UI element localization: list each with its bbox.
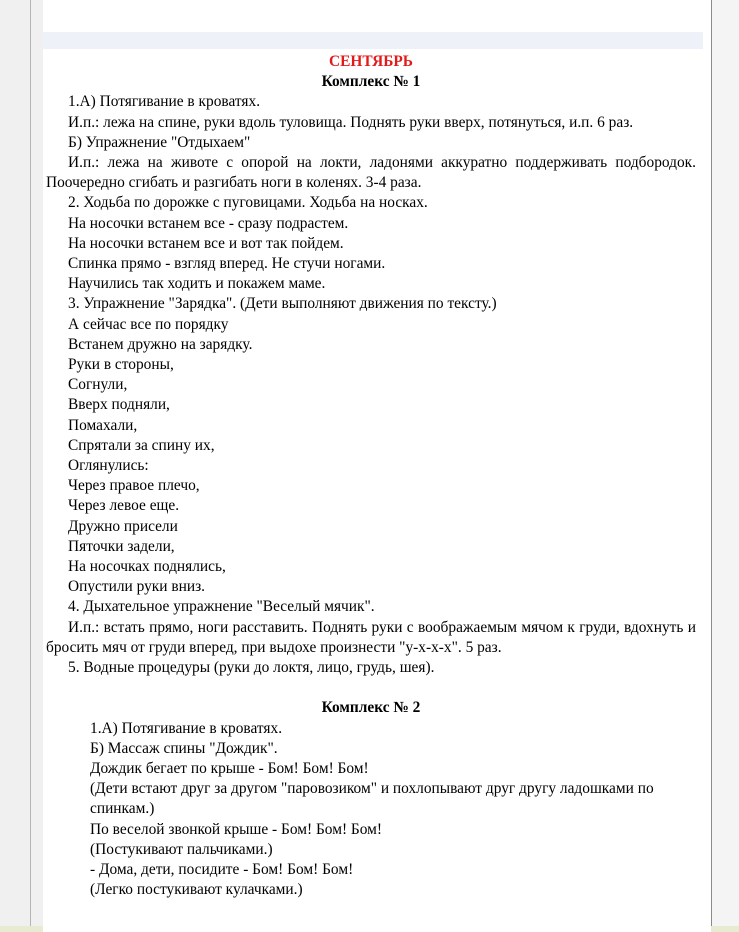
poem-line: Пяточки задели, xyxy=(68,537,175,555)
paragraph: И.п.: встать прямо, ноги расставить. Поднять руки с воображаемым мячом к груди, вдохнуть и бросить мяч от груди вперед, при выдохе произнести "у-х-х-х". 5 раз. xyxy=(46,618,696,656)
paragraph: 4. Дыхательное упражнение "Веселый мячик". xyxy=(68,598,375,616)
poem-line: Дружно присели xyxy=(68,517,178,535)
paragraph: 1.А) Потягивание в кроватях. xyxy=(68,93,261,111)
complex-1-heading: Комплекс № 1 xyxy=(321,73,421,91)
poem-line: На носочки встанем все и вот так пойдем. xyxy=(68,234,344,252)
poem-line: Через правое плечо, xyxy=(68,477,200,495)
poem-line: Опустили руки вниз. xyxy=(68,578,206,596)
poem-line: Через левое еще. xyxy=(68,497,180,515)
paragraph: 3. Упражнение "Зарядка". (Дети выполняют движения по тексту.) xyxy=(68,295,497,313)
paragraph: (Постукивают пальчиками.) xyxy=(90,840,273,858)
poem-line: Спинка прямо - взгляд вперед. Не стучи ногами. xyxy=(68,255,386,273)
document-content xyxy=(46,52,696,900)
complex-2-heading: Комплекс № 2 xyxy=(321,699,421,717)
month-heading: СЕНТЯБРЬ xyxy=(329,53,413,70)
poem-line: Согнули, xyxy=(68,376,128,394)
poem-line: А сейчас все по порядку xyxy=(68,315,229,333)
poem-line: Встанем дружно на зарядку. xyxy=(68,335,253,353)
paragraph: (Дети встают друг за другом "паровозиком" и похлопывают друг другу ладошками по спинкам.) xyxy=(90,780,654,818)
paragraph: (Легко постукивают кулачками.) xyxy=(90,881,303,899)
paragraph: 5. Водные процедуры (руки до локтя, лицо, грудь, шея). xyxy=(68,659,435,677)
poem-line: Оглянулись: xyxy=(68,457,149,475)
poem-line: На носочки встанем все - сразу подрастем. xyxy=(68,214,349,232)
poem-line: Руки в стороны, xyxy=(68,356,174,374)
poem-line: По веселой звонкой крыше - Бом! Бом! Бом! xyxy=(90,820,383,838)
paragraph: 2. Ходьба по дорожке с пуговицами. Ходьба на носках. xyxy=(68,194,428,212)
poem-line: На носочках поднялись, xyxy=(68,558,226,576)
right-scroll-gutter xyxy=(711,0,739,932)
poem-line: - Дома, дети, посидите - Бом! Бом! Бом! xyxy=(90,860,354,878)
page-top-band xyxy=(43,32,703,49)
paragraph: И.п.: лежа на спине, руки вдоль туловища. Поднять руки вверх, потянуться, и.п. 6 раз. xyxy=(68,113,634,131)
paragraph: И.п.: лежа на животе с опорой на локти, ладонями аккуратно поддерживать подбородок. Поочередно сгибать и разгибать ноги в коленях. 3-4 раза. xyxy=(46,154,696,192)
poem-line: Дождик бегает по крыше - Бом! Бом! Бом! xyxy=(90,759,369,777)
poem-line: Помахали, xyxy=(68,416,138,434)
paragraph: 1.А) Потягивание в кроватях. xyxy=(90,719,283,737)
poem-line: Вверх подняли, xyxy=(68,396,170,414)
document-page xyxy=(43,0,711,932)
poem-line: Научились так ходить и покажем маме. xyxy=(68,275,326,293)
left-border xyxy=(30,0,31,932)
paragraph: Б) Массаж спины "Дождик". xyxy=(90,739,278,757)
paragraph: Б) Упражнение "Отдыхаем" xyxy=(68,133,251,151)
poem-line: Спрятали за спину их, xyxy=(68,436,215,454)
